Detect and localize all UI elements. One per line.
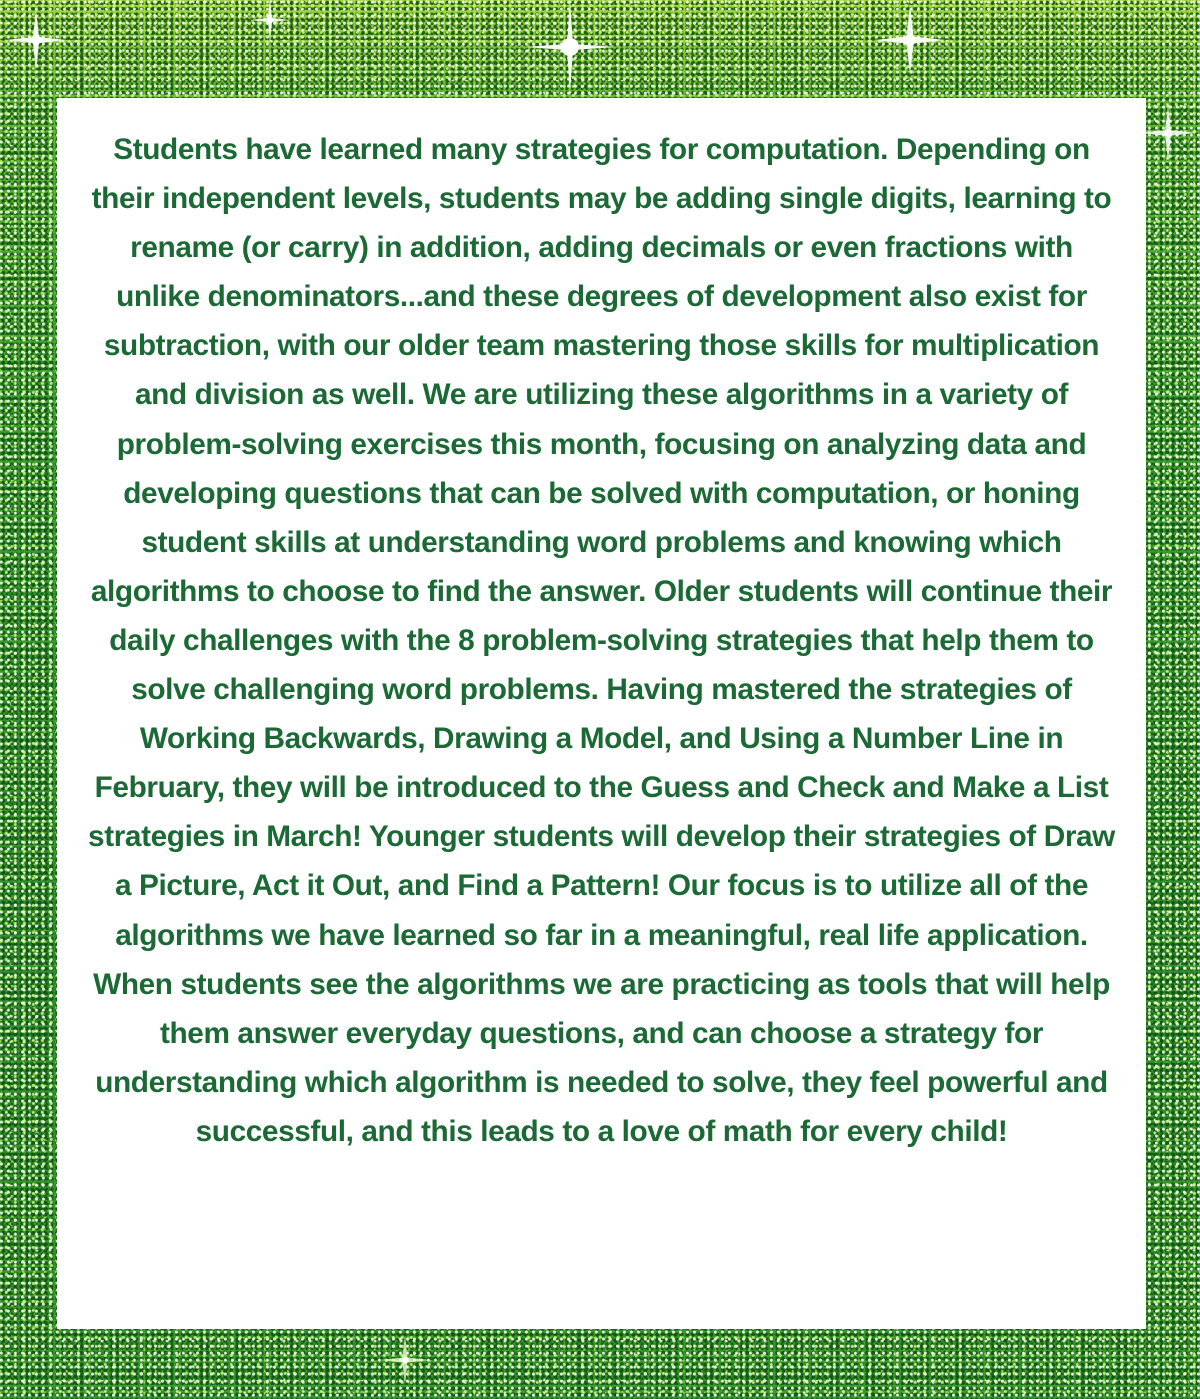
- body-paragraph: Students have learned many strategies for computation. Depending on their independent levels, students may be adding single digits, learning to rename (or carry) in addition, adding decimals or even fractions with unlike denominators...and these degrees of development also exist for subtraction, with our older team mastering those skills for multiplication and division as well. We are utilizing these algorithms in a variety of problem-solving exercises this month, focusing on analyzing data and developing questions that can be solved with computation, or honing student skills at understanding word problems and knowing which algorithms to choose to find the answer. Older students will continue their daily challenges with the 8 problem-solving strategies that help them to solve challenging word problems. Having mastered the strategies of Working Backwards, Drawing a Model, and Using a Number Line in February, they will be introduced to the Guess and Check and Make a List strategies in March! Younger students will develop their strategies of Draw a Picture, Act it Out, and Find a Pattern! Our focus is to utilize all of the algorithms we have learned so far in a meaningful, real life application. When students see the algorithms we are practicing as tools that will help them answer everyday questions, and can choose a strategy for understanding which algorithm is needed to solve, they feel powerful and successful, and this leads to a love of math for every child!: [88, 133, 1115, 1148]
- text-card: [57, 98, 1146, 1329]
